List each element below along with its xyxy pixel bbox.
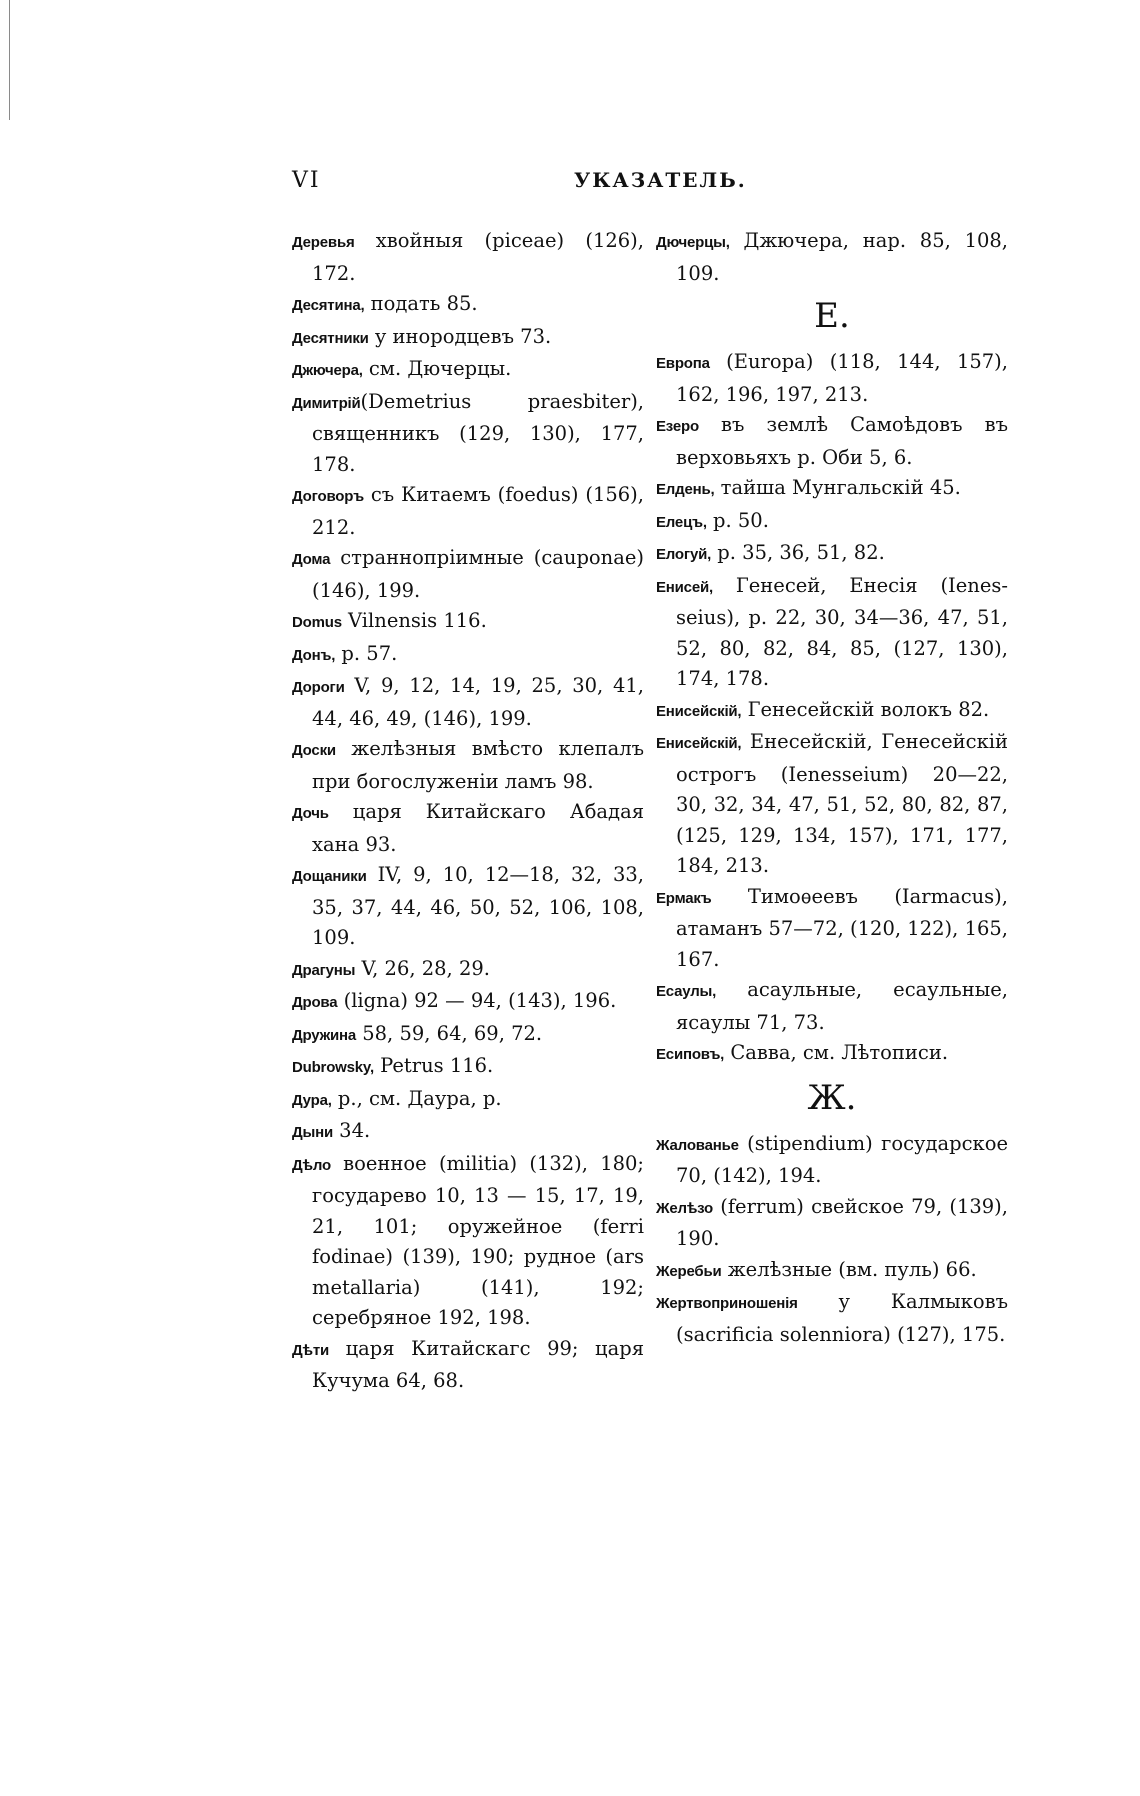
- entry-headword: Жертвоприношенія: [656, 1295, 798, 1312]
- index-entry: [292, 606, 644, 639]
- index-entry: [656, 226, 1008, 289]
- entry-text: Джючера, нар. 85, 108, 109.: [676, 229, 1008, 285]
- entry-headword: Дочь: [292, 805, 329, 822]
- index-entry: [292, 1149, 644, 1334]
- index-entry: [292, 322, 644, 355]
- entry-headword: Жеребьи: [656, 1262, 722, 1280]
- entry-text: Генесей, Енесія (Ienesseius), р. 22, 30, 34—36, 47, 51, 52, 80, 82, 84, 85, (127, 130), 174, 178.: [676, 573, 1008, 690]
- entry-text: подать 85.: [364, 292, 478, 315]
- index-entry: [656, 1255, 1008, 1288]
- index-entry: [656, 695, 1008, 728]
- entry-text: (Demetrius praesbiter), священникъ (129, 130), 177, 178.: [312, 389, 644, 476]
- index-entry: [292, 734, 644, 797]
- index-entry: [292, 289, 644, 322]
- entry-text: желѣзныя вмѣсто клепалъ при богослуженіи ламъ 98.: [312, 737, 644, 793]
- scan-edge-line: [9, 0, 10, 120]
- entry-headword: Договоръ: [292, 488, 364, 505]
- entry-headword: Деревья: [292, 234, 355, 251]
- index-entry: [656, 473, 1008, 506]
- index-entry: [656, 882, 1008, 976]
- index-entry: [656, 1287, 1008, 1350]
- entry-headword: Енисей,: [656, 578, 713, 596]
- section-letter-e: Е.: [814, 296, 850, 336]
- entry-text: Тимоѳеевъ (Iarmacus), атаманъ 57—72, (120, 122), 165, 167.: [676, 884, 1008, 971]
- index-entry: [292, 226, 644, 289]
- entry-headword: Дружина: [292, 1026, 357, 1044]
- index-entry: [292, 1019, 644, 1052]
- entry-headword: Дощаники: [292, 868, 367, 885]
- entry-text: (Europa) (118, 144, 157), 162, 196, 197, 213.: [676, 350, 1008, 406]
- index-entry: [656, 975, 1008, 1038]
- entry-headword: Десятина,: [292, 297, 365, 314]
- entry-headword: Елдень,: [656, 481, 715, 498]
- entry-text: (stipendium) государское 70, (142), 194.: [676, 1131, 1008, 1187]
- index-entry: [656, 1192, 1008, 1255]
- index-entry: [656, 538, 1008, 571]
- index-entry: [292, 860, 644, 954]
- entry-text: р. 57.: [335, 641, 398, 665]
- index-entry: [656, 571, 1008, 695]
- entry-text: Vilnensis 116.: [341, 609, 487, 632]
- entry-headword: Десятники: [292, 329, 369, 347]
- entry-text: р., см. Даура, р.: [331, 1086, 502, 1110]
- entry-headword: Желѣзо: [656, 1199, 714, 1217]
- entry-text: IV, 9, 10, 12—18, 32, 33, 35, 37, 44, 46, 50, 52, 106, 108, 109.: [312, 863, 644, 949]
- page-title: УКАЗАТЕЛЬ.: [574, 168, 747, 192]
- entry-headword: Димитрій: [292, 394, 361, 412]
- running-head: [292, 168, 812, 198]
- entry-headword: Дыни: [292, 1124, 333, 1141]
- entry-text: см. Дючерцы.: [362, 357, 512, 380]
- entry-headword: Джючера,: [292, 362, 363, 379]
- entry-headword: Дѣло: [292, 1156, 331, 1174]
- entry-text: (ferrum) свейское 79, (139), 190.: [676, 1194, 1008, 1250]
- entry-text: Генесейскій волокъ 82.: [741, 697, 990, 721]
- entry-text: р. 35, 36, 51, 82.: [711, 541, 885, 564]
- index-entry: [292, 954, 644, 987]
- index-entry: [656, 1038, 1008, 1071]
- entry-text: 34.: [332, 1119, 371, 1142]
- entry-headword: Domus: [292, 614, 342, 631]
- entry-headword: Енисейскій,: [656, 735, 742, 752]
- entry-text: тайша Мунгальскій 45.: [714, 476, 961, 499]
- entry-text: съ Китаемъ (foedus) (156), 212.: [312, 483, 644, 539]
- index-entry: [656, 347, 1008, 410]
- entry-text: царя Китайскаго Абадая хана 93.: [312, 800, 644, 856]
- entry-headword: Европа: [656, 355, 710, 372]
- entry-text: 58, 59, 64, 69, 72.: [356, 1021, 543, 1045]
- left-column: [292, 226, 644, 1397]
- index-entry: [292, 797, 644, 860]
- entry-text: у Калмыковъ (sacrificia solenniora) (127), 175.: [676, 1290, 1008, 1346]
- index-entry: [292, 671, 644, 734]
- entry-text: р. 50.: [706, 508, 769, 532]
- entry-headword: Дороги: [292, 679, 345, 696]
- entry-headword: Дрова: [292, 994, 338, 1011]
- entry-text: въ землѣ Самоѣдовъ въ верховьяхъ р. Оби 5, 6.: [676, 413, 1008, 469]
- entry-text: военное (militia) (132), 180; государево 10, 13 — 15, 17, 19, 21, 101; оружейное (ferri fodinae) (139), 190; рудное (ars metallaria) (141), 192; серебряное 192, 198.: [312, 1151, 644, 1329]
- entry-headword: Есиповъ,: [656, 1046, 725, 1063]
- index-entry: [292, 1334, 644, 1397]
- entry-text: Савва, см. Лѣтописи.: [724, 1041, 949, 1064]
- index-entry: [292, 639, 644, 672]
- entry-headword: Есаулы,: [656, 983, 717, 1000]
- entry-headword: Езеро: [656, 418, 699, 435]
- entry-headword: Елогуй,: [656, 546, 712, 563]
- entry-text: у инородцевъ 73.: [368, 324, 552, 348]
- entry-text: страннопріимные (cauponae) (146), 199.: [312, 546, 644, 602]
- entry-headword: Дура,: [292, 1091, 332, 1109]
- index-entry: [656, 1129, 1008, 1192]
- index-entry: [292, 1084, 644, 1117]
- entry-text: Petrus 116.: [373, 1054, 494, 1077]
- entry-headword: Дючерцы,: [656, 234, 730, 251]
- right-column: [656, 226, 1008, 1350]
- page-number: VI: [292, 168, 321, 193]
- index-entry: [292, 1116, 644, 1149]
- entry-headword: Dubrowsky,: [292, 1059, 374, 1076]
- entry-headword: Ермакъ: [656, 889, 712, 907]
- index-entry: [292, 986, 644, 1019]
- entry-headword: Доски: [292, 742, 336, 759]
- entry-headword: Драгуны: [292, 961, 356, 979]
- index-entry: [292, 543, 644, 606]
- index-entry: [292, 354, 644, 387]
- entry-text: V, 9, 12, 14, 19, 25, 30, 41, 44, 46, 49, (146), 199.: [312, 674, 644, 730]
- entry-headword: Енисейскій,: [656, 702, 742, 720]
- entry-headword: Елецъ,: [656, 513, 707, 531]
- entry-text: Енесейскій, Генесейскій острогъ (Ienesseium) 20—22, 30, 32, 34, 47, 51, 52, 80, 82, 87, (125, 129, 134, 157), 171, 177, 184, 213.: [676, 730, 1008, 877]
- index-entry: [292, 480, 644, 543]
- entry-text: царя Китайскагс 99; царя Кучума 64, 68.: [312, 1336, 644, 1392]
- entry-headword: Дѣти: [292, 1341, 329, 1359]
- entry-headword: Дома: [292, 551, 331, 568]
- entry-text: асаульные, есаульные, ясаулы 71, 73.: [676, 978, 1008, 1034]
- entry-text: желѣзные (вм. пуль) 66.: [721, 1257, 977, 1281]
- entry-text: V, 26, 28, 29.: [355, 956, 490, 980]
- index-entry: [656, 727, 1008, 882]
- index-entry: [292, 387, 644, 481]
- index-entry: [292, 1051, 644, 1084]
- index-entry: [656, 410, 1008, 473]
- entry-headword: Донъ,: [292, 646, 336, 664]
- section-letter-zh: Ж.: [807, 1077, 857, 1118]
- entry-text: (ligna) 92 — 94, (143), 196.: [337, 989, 617, 1012]
- entry-headword: Жалованье: [656, 1136, 739, 1154]
- entry-text: хвойныя (piceae) (126), 172.: [312, 229, 644, 285]
- index-entry: [656, 506, 1008, 539]
